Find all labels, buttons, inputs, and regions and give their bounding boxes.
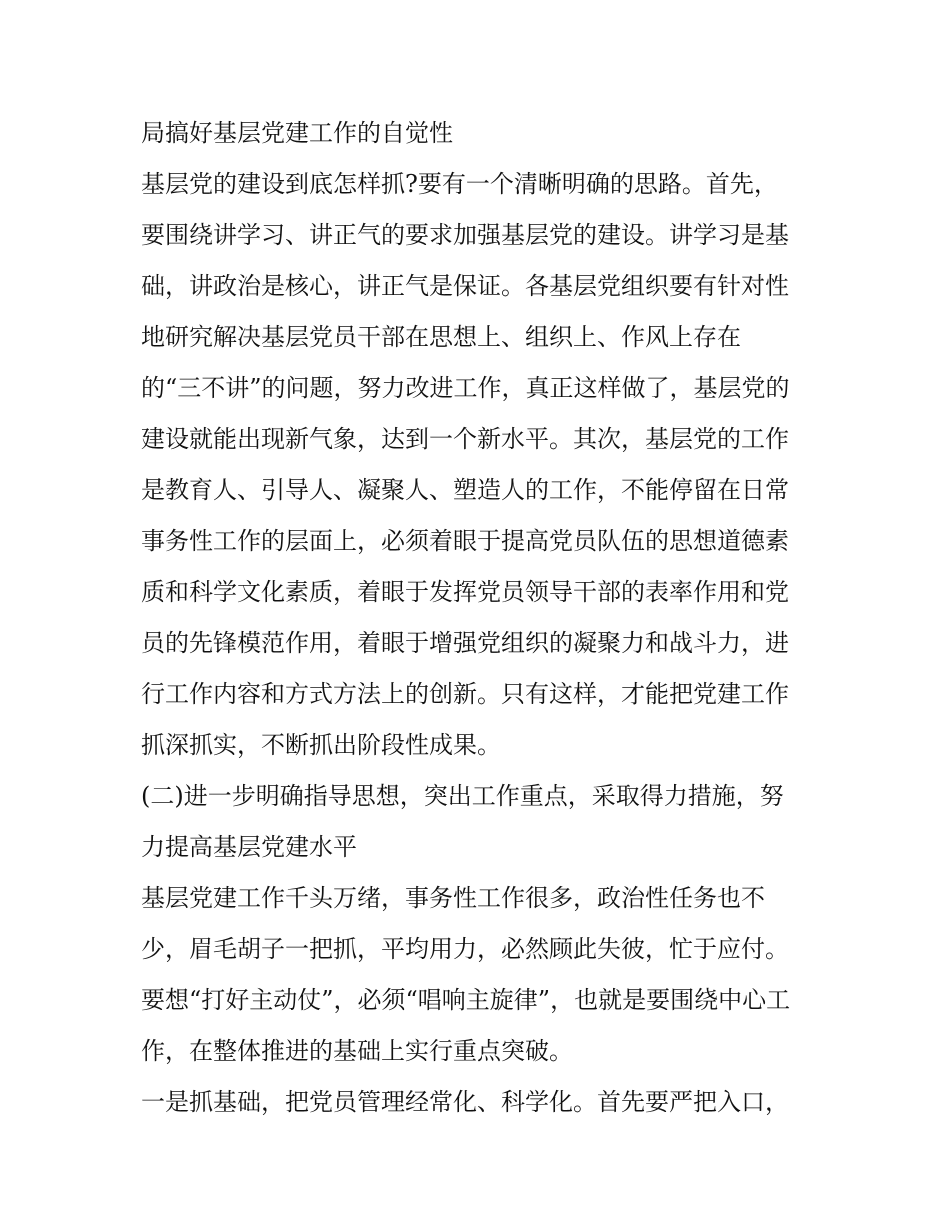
text-line: 要想“打好主动仗”，必须“唱响主旋律”，也就是要围绕中心工 [141,986,791,1014]
text-line: 是教育人、引导人、凝聚人、塑造人的工作，不能停留在日常 [141,476,789,504]
text-line: 行工作内容和方式方法上的创新。只有这样，才能把党建工作 [141,680,789,708]
text-line: 少，眉毛胡子一把抓，平均用力，必然顾此失彼，忙于应付。 [141,935,789,963]
text-line: 力提高基层党建水平 [141,833,357,861]
text-line: 建设就能出现新气象，达到一个新水平。其次，基层党的工作 [141,425,789,453]
text-line: 一是抓基础，把党员管理经常化、科学化。首先要严把入口， [141,1088,789,1116]
text-line: (二)进一步明确指导思想，突出工作重点，采取得力措施，努 [141,782,784,810]
text-line: 要围绕讲学习、讲正气的要求加强基层党的建设。讲学习是基 [141,221,789,249]
text-line: 基层党建工作千头万绪，事务性工作很多，政治性任务也不 [141,884,765,912]
text-line: 作，在整体推进的基础上实行重点突破。 [141,1037,573,1065]
document-body [141,108,831,1128]
text-line: 质和科学文化素质，着眼于发挥党员领导干部的表率作用和党 [141,578,789,606]
text-line: 抓深抓实，不断抓出阶段性成果。 [141,731,501,759]
text-line: 基层党的建设到底怎样抓?要有一个清晰明确的思路。首先， [141,170,778,198]
text-line: 员的先锋模范作用，着眼于增强党组织的凝聚力和战斗力，进 [141,629,789,657]
text-line: 局搞好基层党建工作的自觉性 [141,119,453,147]
text-line: 地研究解决基层党员干部在思想上、组织上、作风上存在 [141,323,741,351]
text-line: 础，讲政治是核心，讲正气是保证。各基层党组织要有针对性 [141,272,789,300]
text-line: 事务性工作的层面上，必须着眼于提高党员队伍的思想道德素 [141,527,789,555]
text-line: 的“三不讲”的问题，努力改进工作，真正这样做了，基层党的 [141,374,790,402]
